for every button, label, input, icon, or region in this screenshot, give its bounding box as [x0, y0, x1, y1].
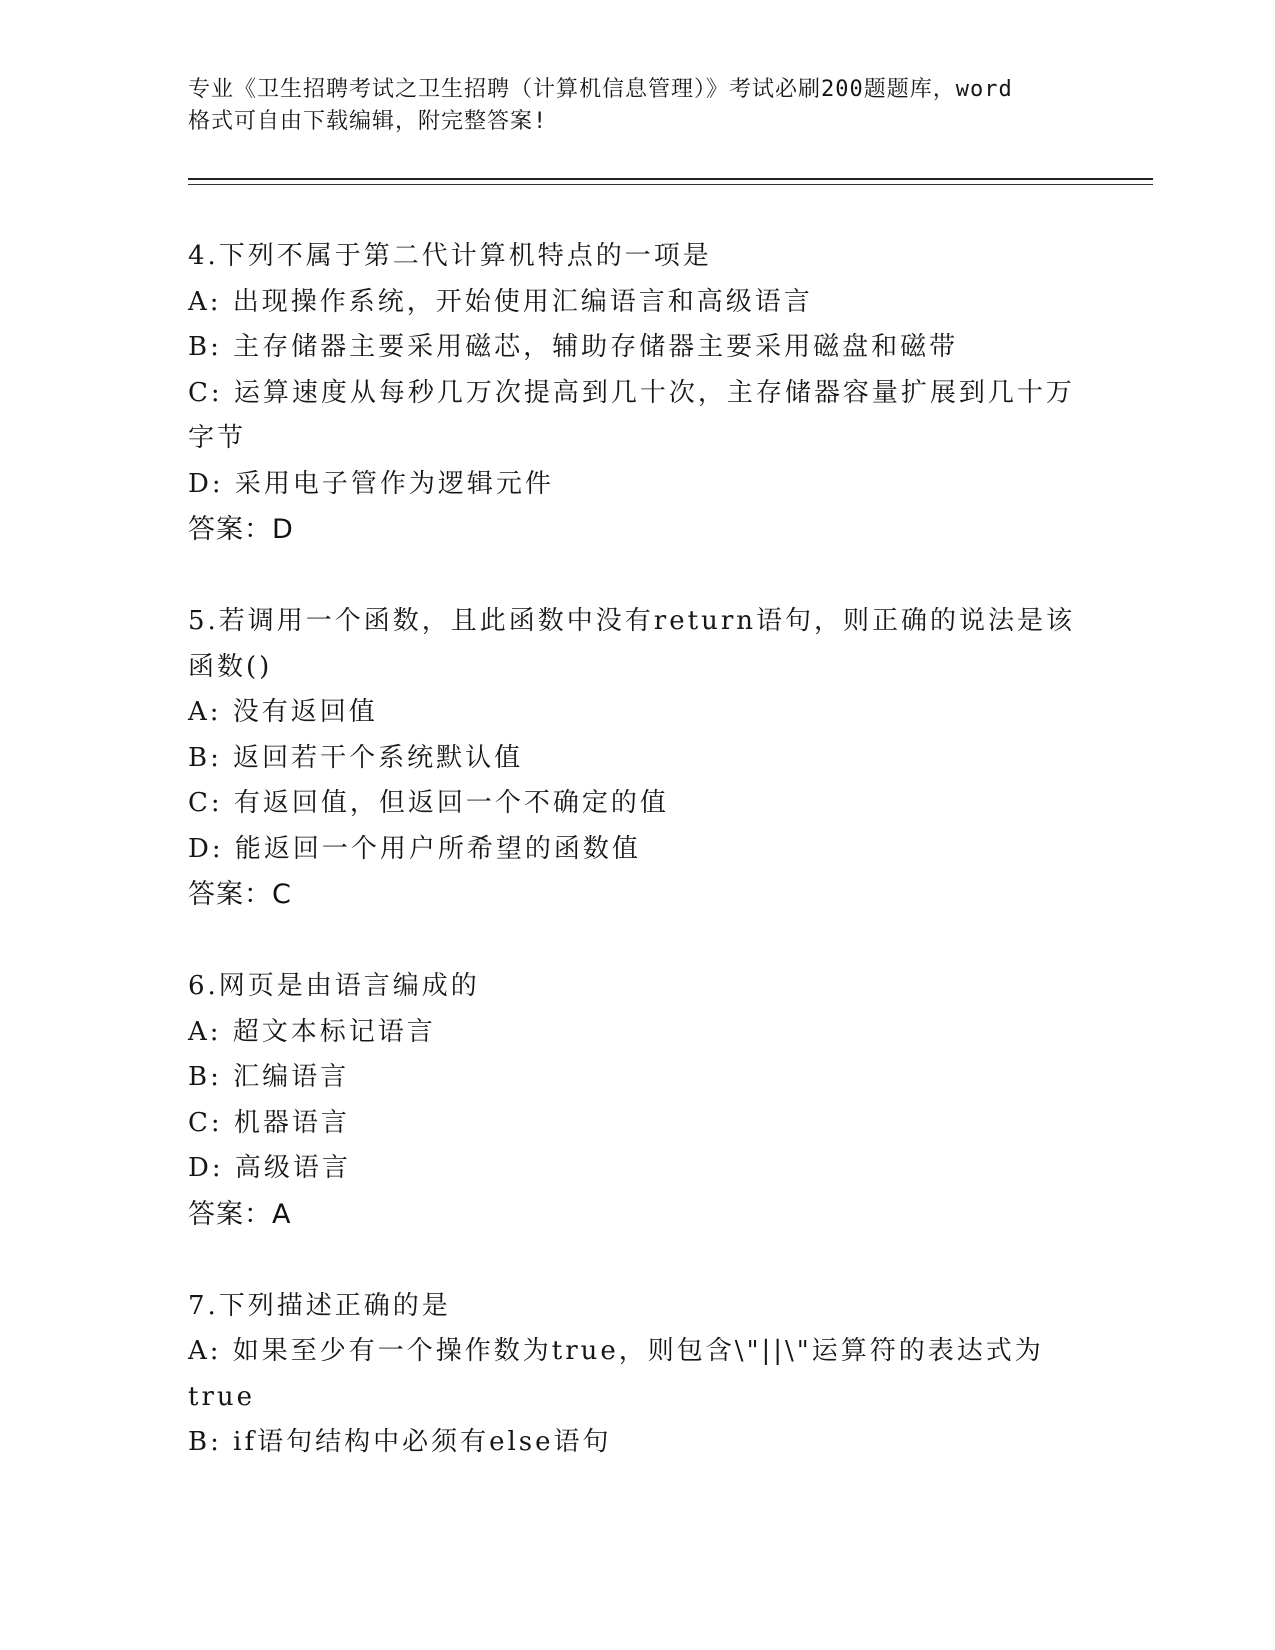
option-b: B: 返回若干个系统默认值: [188, 742, 524, 773]
option-d: D: 能返回一个用户所希望的函数值: [188, 833, 641, 864]
option-c: C: 有返回值，但返回一个不确定的值: [188, 788, 669, 818]
question-list: [188, 234, 1088, 1512]
header-divider-thick: [188, 178, 1153, 180]
answer: 答案：D: [188, 514, 294, 545]
option-b: B: if语句结构中必须有else语句: [188, 1427, 612, 1457]
question-title: 4.下列不属于第二代计算机特点的一项是: [188, 241, 712, 271]
question-4: [188, 234, 1088, 553]
question-6: [188, 964, 1088, 1238]
question-title: 7.下列描述正确的是: [188, 1290, 451, 1321]
question-7: [188, 1284, 1088, 1466]
option-a: A: 没有返回值: [188, 697, 378, 727]
option-b: B: 汇编语言: [188, 1062, 350, 1092]
header-divider-thin: [188, 184, 1153, 185]
option-a: A: 如果至少有一个操作数为true，则包含\"||\"运算符的表达式为: [188, 1336, 1044, 1366]
document-header: [188, 74, 1088, 138]
header-line-2: 格式可自由下载编辑，附完整答案!: [188, 109, 548, 134]
option-c: C: 机器语言: [188, 1107, 350, 1138]
option-b: B: 主存储器主要采用磁芯，辅助存储器主要采用磁盘和磁带: [188, 332, 959, 362]
question-title-continued: 函数(): [188, 651, 273, 682]
header-line-1: 专业《卫生招聘考试之卫生招聘（计算机信息管理）》考试必刷200题题库，word: [188, 77, 1013, 102]
question-5: [188, 599, 1088, 918]
option-a-continued: true: [188, 1381, 256, 1412]
option-a: A: 出现操作系统，开始使用汇编语言和高级语言: [188, 286, 813, 317]
option-d: D: 高级语言: [188, 1153, 351, 1183]
question-title: 5.若调用一个函数，且此函数中没有return语句，则正确的说法是该: [188, 606, 1075, 636]
question-title: 6.网页是由语言编成的: [188, 971, 480, 1001]
option-c-continued: 字节: [188, 423, 247, 453]
option-d: D: 采用电子管作为逻辑元件: [188, 468, 554, 499]
option-c: C: 运算速度从每秒几万次提高到几十次，主存储器容量扩展到几十万: [188, 377, 1075, 408]
answer: 答案：C: [188, 879, 292, 910]
option-a: A: 超文本标记语言: [188, 1016, 436, 1047]
answer: 答案：A: [188, 1198, 292, 1230]
